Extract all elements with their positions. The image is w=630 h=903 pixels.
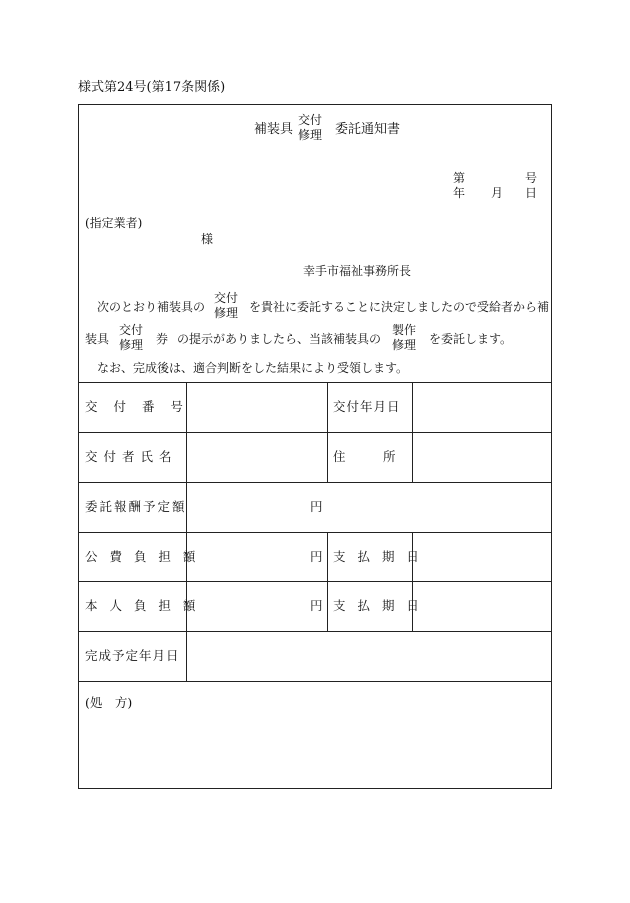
title-option-issue: 交付 (298, 113, 323, 127)
row-line-3 (79, 532, 551, 533)
body-line1-b: を貴社に委託することに決定しましたので受給者から補 (249, 300, 550, 314)
payment-date-label: 支 払 期 日 (333, 549, 423, 564)
estimated-fee-label: 委託報酬予定額 (85, 499, 187, 514)
body-line2-option2 (392, 323, 416, 353)
body-line2-b: 券 (156, 332, 169, 346)
row-line-5 (79, 631, 551, 632)
public-burden-yen: 円 (310, 549, 323, 564)
body-line3: なお、完成後は、適合判断をした結果により受領します。 (97, 361, 409, 375)
body-line2-c: の提示がありましたら、当該補装具の (177, 332, 382, 346)
form-number: 様式第24号(第17条関係) (78, 80, 226, 95)
row-line-4 (79, 581, 551, 582)
title-option-repair: 修理 (298, 128, 323, 142)
body-line1-option (214, 291, 238, 321)
payment-date2-label: 支 払 期 日 (333, 598, 423, 613)
issuer-name: 幸手市福祉事務所長 (303, 264, 412, 278)
self-burden-label: 本 人 負 担 額 (85, 598, 200, 613)
right-label-line-a (412, 382, 413, 482)
title-option (298, 113, 322, 143)
title-suffix: 委託通知書 (335, 122, 401, 137)
recipient-name-label: 交付者氏名 (85, 449, 178, 464)
issue-number-dai: 第 (453, 171, 466, 185)
issue-number-go: 号 (525, 171, 538, 185)
mid-column-line-b (327, 532, 328, 631)
delivery-number-label: 交 付 番 号 (85, 399, 189, 414)
self-burden-yen: 円 (310, 598, 323, 613)
estimated-fee-yen: 円 (310, 499, 323, 514)
prescription-label: (処 方) (85, 695, 133, 710)
date-day: 日 (525, 186, 538, 200)
body-line2-option1 (119, 323, 143, 353)
date-year: 年 (453, 186, 466, 200)
body-line2-option2-make: 製作 (392, 323, 417, 337)
recipient-honorific: 様 (201, 232, 214, 246)
date-month: 月 (491, 186, 504, 200)
body-line1-option-repair: 修理 (214, 306, 239, 320)
public-burden-label: 公 費 負 担 額 (85, 549, 200, 564)
completion-date-label: 完成予定年月日 (85, 648, 180, 663)
body-line2-option2-repair: 修理 (392, 338, 417, 352)
recipient-label: (指定業者) (85, 216, 143, 230)
mid-column-line-a (327, 382, 328, 482)
row-line-2 (79, 482, 551, 483)
delivery-date-label: 交付年月日 (333, 399, 401, 414)
body-line2-a: 装具 (85, 332, 110, 346)
body-line1-option-issue: 交付 (214, 291, 239, 305)
row-line-6 (79, 681, 551, 682)
title-prefix: 補装具 (254, 122, 294, 137)
right-label-line-b (412, 532, 413, 631)
row-line-1 (79, 432, 551, 433)
body-line2-option1-issue: 交付 (119, 323, 144, 337)
body-line2-option1-repair: 修理 (119, 338, 144, 352)
address-label: 住 所 (333, 449, 396, 464)
body-line2-d: を委託します。 (429, 332, 513, 346)
label-column-line (186, 382, 187, 681)
notice-form (78, 104, 552, 789)
body-line1-a: 次のとおり補装具の (97, 300, 206, 314)
table-top-line (79, 382, 551, 383)
